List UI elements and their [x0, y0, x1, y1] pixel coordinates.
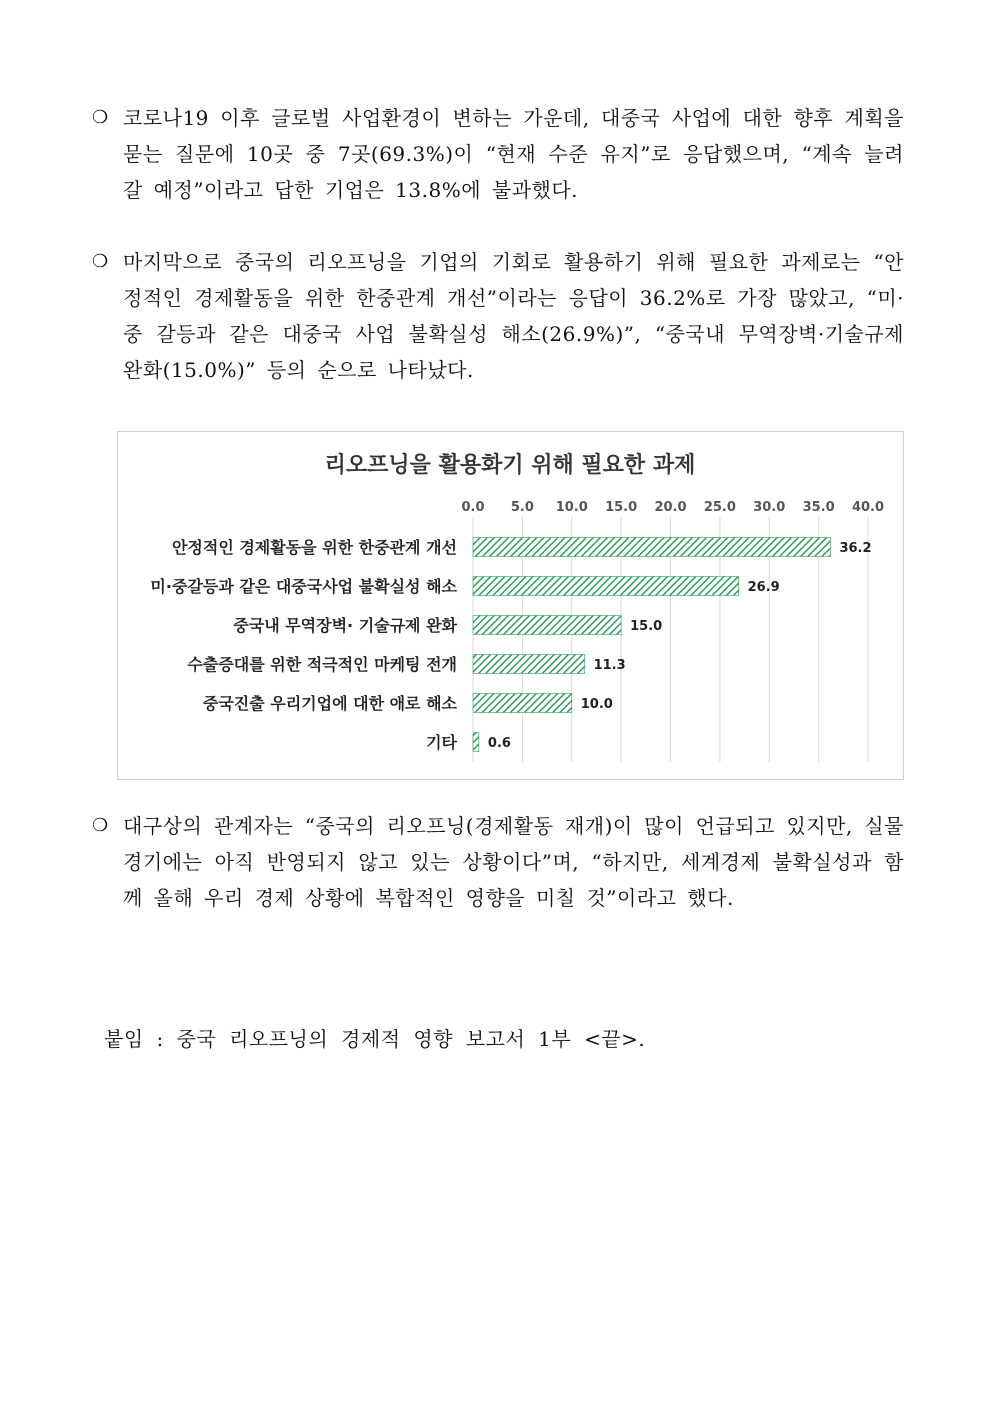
- bar-chart-svg: [118, 432, 903, 779]
- bullet-icon: ❍: [92, 107, 109, 128]
- paragraph-3: [92, 808, 904, 916]
- attachment-note: 붙임 : 중국 리오프닝의 경제적 영향 보고서 1부 <끝>.: [104, 1027, 646, 1051]
- data-label: 0.6: [487, 736, 511, 751]
- x-tick-label: 0.0: [461, 500, 485, 515]
- x-tick-label: 10.0: [555, 500, 588, 515]
- category-label: 수출증대를 위한 적극적인 마케팅 전개: [187, 655, 457, 674]
- x-tick-label: 25.0: [703, 500, 736, 515]
- chart-title: 리오프닝을 활용화기 위해 필요한 과제: [324, 453, 696, 478]
- data-label: 15.0: [630, 619, 663, 634]
- category-label: 안정적인 경제활동을 위한 한중관계 개선: [171, 538, 457, 557]
- data-label: 36.2: [839, 541, 872, 556]
- paragraph-1: [92, 100, 904, 208]
- category-label: 미·중갈등과 같은 대중국사업 불확실성 해소: [150, 577, 457, 596]
- data-label: 10.0: [580, 697, 613, 712]
- category-label: 중국내 무역장벽· 기술규제 완화: [233, 616, 457, 635]
- bullet-icon: ❍: [92, 251, 109, 272]
- paragraph-2: [92, 244, 904, 388]
- bar: [473, 733, 479, 752]
- x-tick-label: 35.0: [802, 500, 835, 515]
- paragraph-3-text: 대구상의 관계자는 “중국의 리오프닝(경제활동 재개)이 많이 언급되고 있지만, 실물 경기에는 아직 반영되지 않고 있는 상황이다”며, “하지만, 세계경제 불확실성과 함께 올해 우리 경제 상황에 복합적인 영향을 미칠 것”이라고 했다.: [123, 814, 904, 910]
- bar-chart: [117, 431, 904, 780]
- x-tick-label: 30.0: [753, 500, 786, 515]
- bar: [473, 616, 621, 635]
- data-label: 26.9: [747, 580, 780, 595]
- bar: [473, 577, 739, 596]
- x-tick-label: 15.0: [605, 500, 638, 515]
- x-tick-label: 40.0: [851, 500, 885, 515]
- bar: [473, 694, 572, 713]
- paragraph-1-text: 코로나19 이후 글로벌 사업환경이 변하는 가운데, 대중국 사업에 대한 향후 계획을 묻는 질문에 10곳 중 7곳(69.3%)이 “현재 수준 유지”로 응답했으며, “계속 늘려갈 예정”이라고 답한 기업은 13.8%에 불과했다.: [123, 106, 904, 202]
- bullet-icon: ❍: [92, 815, 109, 836]
- bar: [473, 538, 830, 557]
- category-label: 중국진출 우리기업에 대한 애로 해소: [202, 694, 457, 713]
- x-tick-label: 5.0: [510, 500, 534, 515]
- paragraph-2-text: 마지막으로 중국의 리오프닝을 기업의 기회로 활용하기 위해 필요한 과제로는 “안정적인 경제활동을 위한 한중관계 개선”이라는 응답이 36.2%로 가장 많았고, “미·중 갈등과 같은 대중국 사업 불확실성 해소(26.9%)”, “중국내 무역장벽·기술규제 완화(15.0%)” 등의 순으로 나타났다.: [123, 250, 904, 382]
- bar: [473, 655, 585, 674]
- x-tick-label: 20.0: [654, 500, 687, 515]
- data-label: 11.3: [593, 658, 626, 673]
- category-label: 기타: [426, 733, 457, 752]
